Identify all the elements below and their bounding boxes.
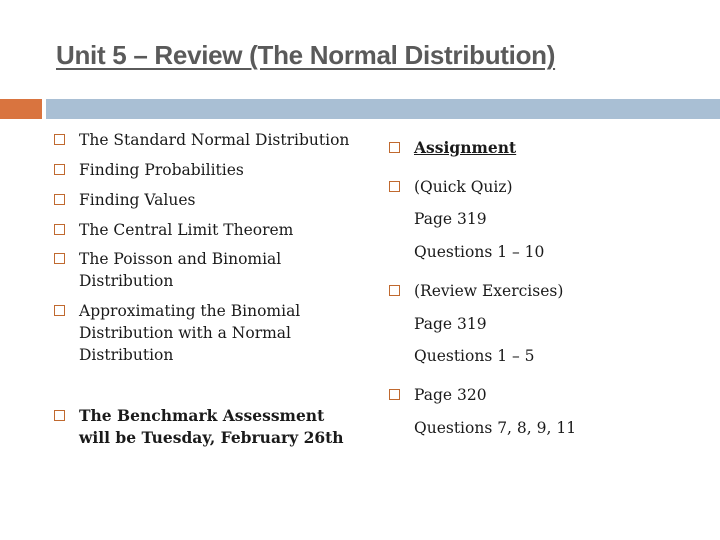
benchmark-note-text: The Benchmark Assessment will be Tuesday, February 26th: [79, 406, 344, 447]
page-320-questions: Questions 7, 8, 9, 11: [414, 419, 577, 437]
assignment-column: [389, 137, 709, 439]
checkbox-bullet-icon: [389, 142, 400, 153]
header-accent-bar: [0, 99, 42, 119]
list-item-label: The Standard Normal Distribution: [79, 131, 350, 149]
checkbox-bullet-icon: [54, 305, 65, 316]
topics-column: [54, 129, 354, 449]
list-item: [54, 189, 354, 211]
page-320-label: Page 320: [414, 386, 487, 404]
list-item: [389, 384, 709, 406]
assignment-heading: [389, 137, 709, 159]
list-item: [389, 280, 709, 302]
list-item-label: Approximating the Binomial Distribution with a Normal Distribution: [79, 302, 301, 364]
quick-quiz-questions: Questions 1 – 10: [414, 243, 545, 261]
assignment-label: Assignment: [414, 138, 517, 157]
checkbox-bullet-icon: [54, 224, 65, 235]
checkbox-bullet-icon: [54, 164, 65, 175]
checkbox-bullet-icon: [389, 389, 400, 400]
checkbox-bullet-icon: [389, 181, 400, 192]
list-item: [54, 219, 354, 241]
page-title: Unit 5 – Review (The Normal Distribution): [56, 40, 556, 70]
list-item-label: Finding Values: [79, 191, 196, 209]
list-item-label: The Central Limit Theorem: [79, 221, 294, 239]
checkbox-bullet-icon: [54, 253, 65, 264]
quick-quiz-page: Page 319: [414, 210, 487, 228]
review-exercises-page: Page 319: [414, 315, 487, 333]
benchmark-note: [54, 405, 354, 449]
list-item: [54, 248, 309, 292]
list-item: [54, 159, 354, 181]
checkbox-bullet-icon: [389, 285, 400, 296]
list-item-label: The Poisson and Binomial Distribution: [79, 250, 282, 290]
checkbox-bullet-icon: [54, 194, 65, 205]
list-item: [389, 176, 709, 198]
review-exercises-label: (Review Exercises): [414, 282, 564, 300]
checkbox-bullet-icon: [54, 410, 65, 421]
quick-quiz-label: (Quick Quiz): [414, 178, 513, 196]
list-item-label: Finding Probabilities: [79, 161, 244, 179]
list-item: [54, 300, 319, 366]
checkbox-bullet-icon: [54, 134, 65, 145]
review-exercises-questions: Questions 1 – 5: [414, 347, 535, 365]
list-item: [54, 129, 354, 151]
header-bar: [46, 99, 720, 119]
